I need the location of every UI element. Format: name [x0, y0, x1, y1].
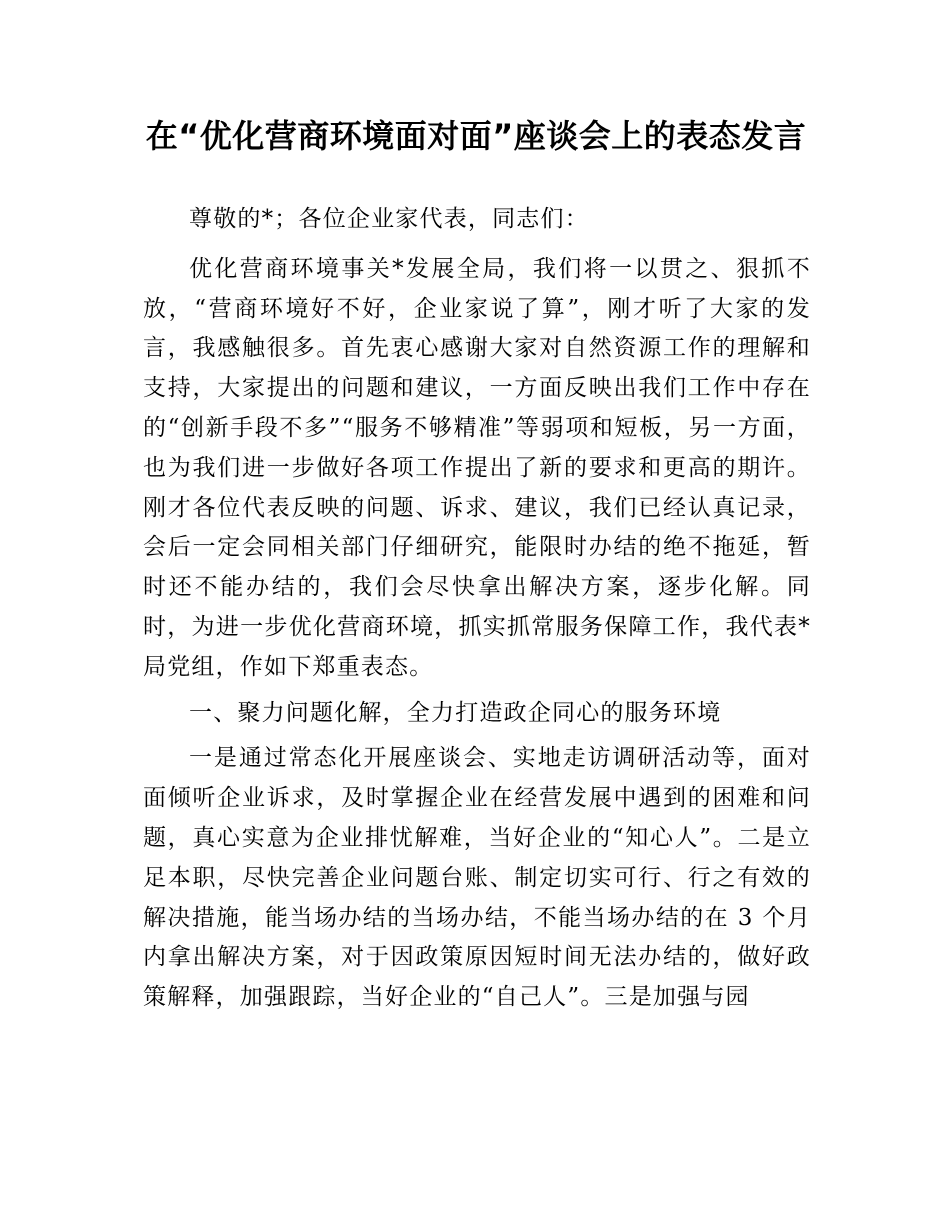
- document-title: 在“优化营商环境面对面”座谈会上的表态发言: [145, 117, 807, 155]
- section-paragraph: 一是通过常态化开展座谈会、实地走访调研活动等，面对面倾听企业诉求，及时掌握企业在经营发展中遇到的困难和问题，真心实意为企业排忧解难，当好企业的“知心人”。二是立足本职，尽快完善企业问题台账、制定切实可行、行之有效的解决措施，能当场办结的当场办结，不能当场办结的在 3 个月内拿出解决方案，对于因政策原因短时间无法办结的，做好政策解释，加强跟踪，当好企业的“自己人”。三是加强与园: [143, 745, 811, 1011]
- salutation: 尊敬的*；各位企业家代表，同志们：: [189, 206, 589, 232]
- section-heading: 一、聚力问题化解，全力打造政企同心的服务环境: [189, 699, 722, 726]
- intro-paragraph: 优化营商环境事关*发展全局，我们将一以贯之、狠抓不放，“营商环境好不好，企业家说了算”，刚才听了大家的发言，我感触很多。首先衷心感谢大家对自然资源工作的理解和支持，大家提出的问题和建议，一方面反映出我们工作中存在的“创新手段不多”“服务不够精准”等弱项和短板，另一方面，也为我们进一步做好各项工作提出了新的要求和更高的期许。刚才各位代表反映的问题、诉求、建议，我们已经认真记录，会后一定会同相关部门仔细研究，能限时办结的绝不拖延，暂时还不能办结的，我们会尽快拿出解决方案，逐步化解。同时，为进一步优化营商环境，抓实抓常服务保障工作，我代表*局党组，作如下郑重表态。: [143, 255, 811, 680]
- document-body: [143, 200, 811, 1024]
